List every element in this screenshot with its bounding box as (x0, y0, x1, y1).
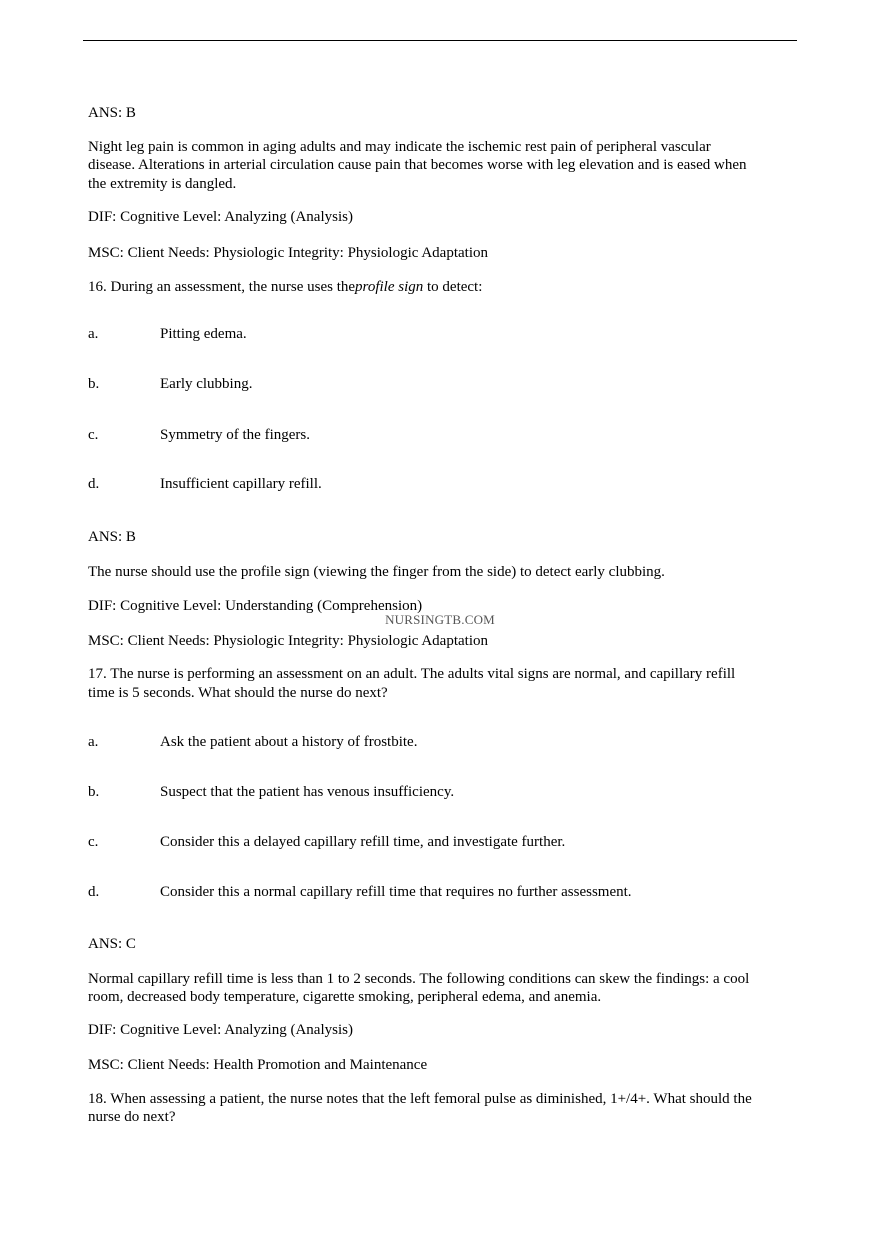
q16-option-b-text: Early clubbing. (160, 376, 253, 392)
question-16-stem (88, 278, 800, 297)
header-rule (83, 40, 797, 41)
q17-option-c-text: Consider this a delayed capillary refill time, and investigate further. (160, 834, 566, 850)
q17-option-b-text: Suspect that the patient has venous insufficiency. (160, 784, 455, 800)
question-16-stem-end: to detect: (423, 279, 483, 295)
q16-option-b-letter: b. (88, 376, 100, 392)
question-18-stem-line-1: 18. When assessing a patient, the nurse notes that the left femoral pulse as diminished, 1+/4+. What should the (88, 1091, 752, 1107)
rationale-15-line-2: disease. Alterations in arterial circulation cause pain that becomes worse with leg elevation and is eased when (88, 157, 747, 173)
question-17-stem-line-1: 17. The nurse is performing an assessment on an adult. The adults vital signs are normal, and capillary refill (88, 666, 736, 682)
rationale-17-line-1: Normal capillary refill time is less than 1 to 2 seconds. The following conditions can skew the findings: a cool (88, 971, 750, 987)
dif-16: DIF: Cognitive Level: Understanding (Comprehension) (88, 598, 423, 614)
dif-17: DIF: Cognitive Level: Analyzing (Analysis) (88, 1022, 353, 1038)
answer-17: ANS: C (88, 936, 136, 952)
q17-option-d-text: Consider this a normal capillary refill time that requires no further assessment. (160, 884, 632, 900)
msc-16: MSC: Client Needs: Physiologic Integrity: Physiologic Adaptation (88, 633, 488, 649)
q17-option-c-letter: c. (88, 834, 99, 850)
q16-option-c-letter: c. (88, 427, 99, 443)
rationale-15-line-3: the extremity is dangled. (88, 176, 237, 192)
watermark: NURSINGTB.COM (385, 612, 495, 627)
rationale-15-line-1: Night leg pain is common in aging adults and may indicate the ischemic rest pain of peripheral vascular (88, 139, 711, 155)
q17-option-d-letter: d. (88, 884, 100, 900)
dif-15: DIF: Cognitive Level: Analyzing (Analysis) (88, 209, 353, 225)
question-16-stem-italic: profile sign (355, 279, 424, 295)
q17-option-b-letter: b. (88, 784, 100, 800)
q16-option-d-text: Insufficient capillary refill. (160, 476, 322, 492)
question-17-stem-line-2: time is 5 seconds. What should the nurse do next? (88, 685, 388, 701)
msc-17: MSC: Client Needs: Health Promotion and Maintenance (88, 1057, 428, 1073)
question-16-stem-text: 16. During an assessment, the nurse uses the (88, 279, 356, 295)
q16-option-a-letter: a. (88, 326, 99, 342)
rationale-16: The nurse should use the profile sign (viewing the finger from the side) to detect early clubbing. (88, 564, 665, 580)
q17-option-a-letter: a. (88, 734, 99, 750)
question-18-stem-line-2: nurse do next? (88, 1109, 176, 1125)
msc-15: MSC: Client Needs: Physiologic Integrity: Physiologic Adaptation (88, 245, 488, 261)
q16-option-c-text: Symmetry of the fingers. (160, 427, 310, 443)
q16-option-d-letter: d. (88, 476, 100, 492)
answer-15: ANS: B (88, 105, 136, 121)
rationale-17-line-2: room, decreased body temperature, cigarette smoking, peripheral edema, and anemia. (88, 989, 602, 1005)
answer-16: ANS: B (88, 529, 136, 545)
q16-option-a-text: Pitting edema. (160, 326, 247, 342)
q17-option-a-text: Ask the patient about a history of frostbite. (160, 734, 418, 750)
